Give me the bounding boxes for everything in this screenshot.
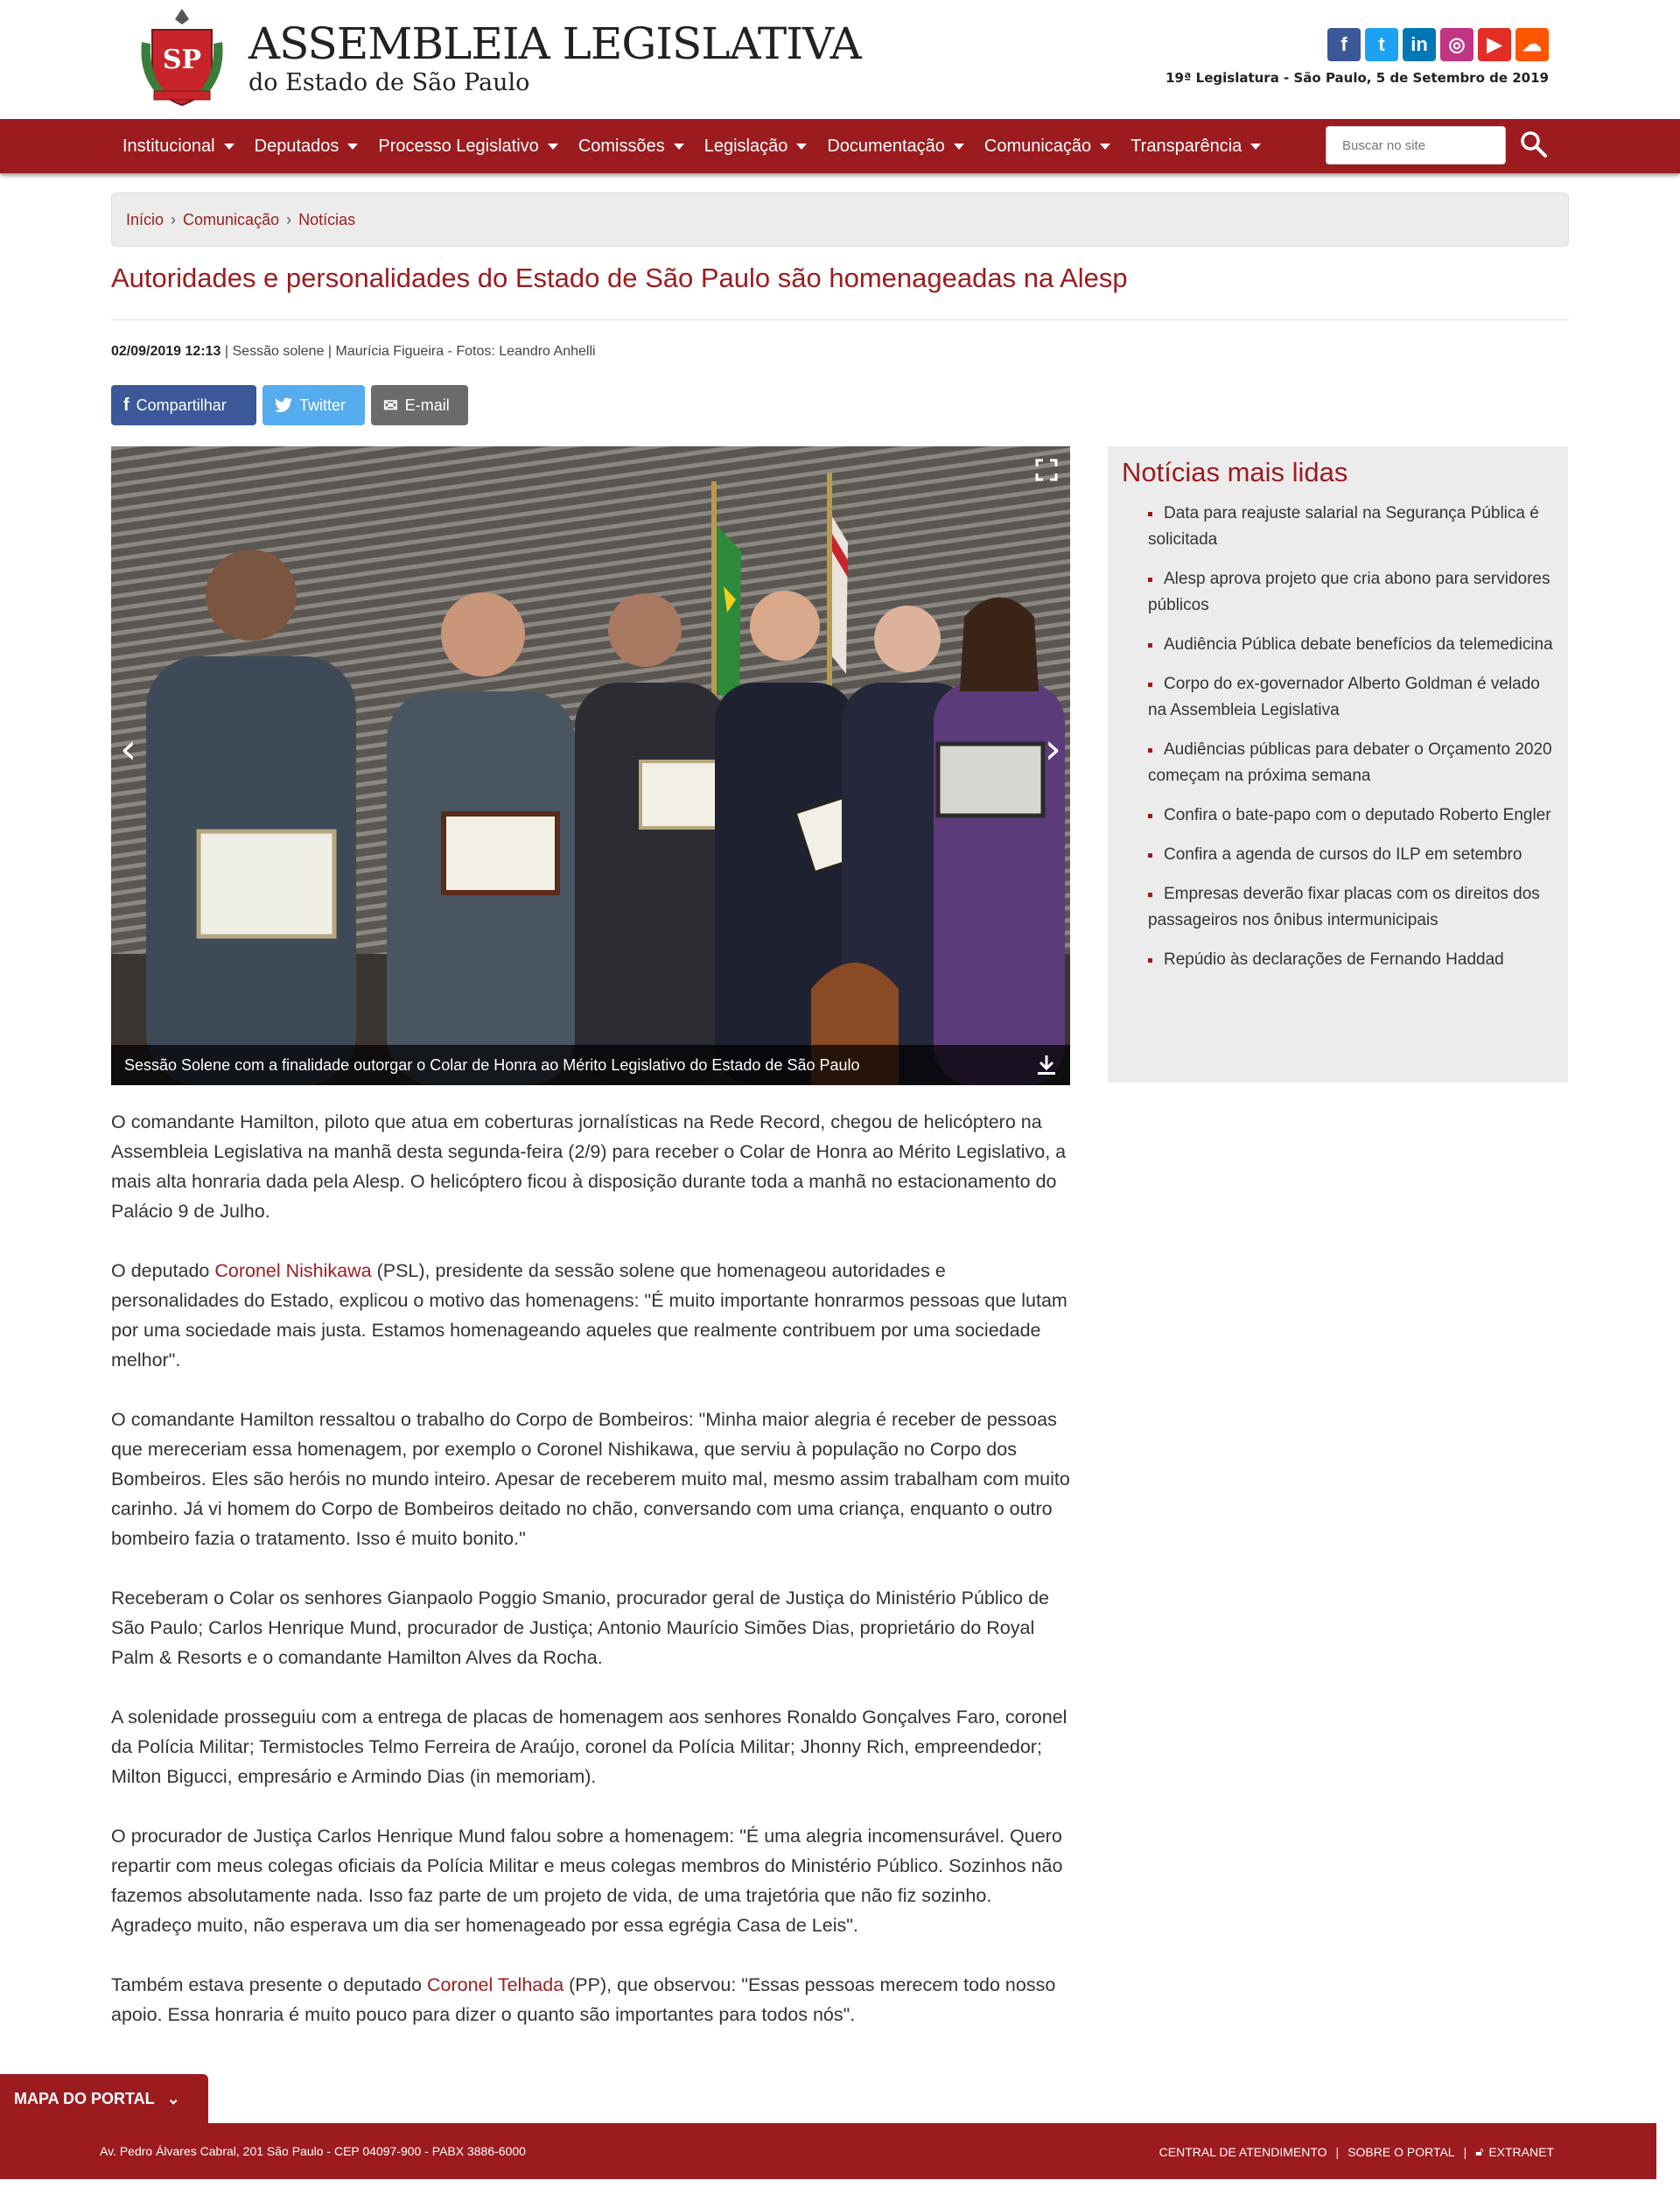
paragraph-text: O comandante Hamilton ressaltou o trabalho do Corpo de Bombeiros: "Minha maior alegria é receber de pessoas que mereceriam essa homenagem, por exemplo o Coronel Nishikawa, que serviu à população no Corpo dos Bombeiros. Eles são heróis no mundo inteiro. Apesar de receberem muito mal, mesmo assim trabalham com muito carinho. Já vi homem do Corpo de Bombeiros deitado no chão, conversando com uma criança, enquanto o outro bombeiro fazia o tratamento. Isso é muito bonito." (111, 1409, 1070, 1549)
nav-item-comissoes[interactable] (578, 137, 684, 157)
article-paragraph (111, 1702, 1074, 1791)
share-email-button[interactable] (371, 385, 468, 425)
nav-item-transparencia[interactable] (1130, 137, 1261, 157)
most-read-item[interactable] (1122, 671, 1554, 724)
paragraph-text: (PSL), presidente da sessão solene que homenageou autoridades e personalidades do Estado, explicou o motivo das homenagens: "É muito importante honrarmos pessoas que lutam por uma sociedade mais justa. Estamos homenageando aqueles que realmente contribuem por uma sociedade melhor". (111, 1260, 1068, 1370)
most-read-title: Notícias mais lidas (1122, 457, 1348, 487)
breadcrumb-separator: › (286, 210, 292, 228)
most-read-item-label: Confira o bate-papo com o deputado Roberto Engler (1164, 806, 1551, 824)
deputy-link[interactable]: Coronel Nishikawa (214, 1260, 372, 1281)
most-read-item[interactable] (1122, 842, 1554, 868)
breadcrumb-home[interactable]: Início (126, 210, 164, 228)
caret-down-icon (347, 144, 358, 150)
youtube-icon[interactable]: ▶ (1478, 28, 1511, 61)
instagram-icon[interactable]: ◎ (1440, 28, 1474, 61)
photo-caption-text: Sessão Solene com a finalidade outorgar o Colar de Honra ao Mérito Legislativo do Estado de São Paulo (124, 1055, 860, 1074)
bullet-icon (1148, 814, 1152, 818)
paragraph-text: Também estava presente o deputado (111, 1974, 427, 1995)
paragraph-text: O deputado (111, 1260, 215, 1281)
article-meta (111, 344, 596, 360)
footer-link-central[interactable]: CENTRAL DE ATENDIMENTO (1158, 2144, 1327, 2159)
facebook-icon[interactable]: f (1327, 28, 1361, 61)
coat-of-arms-logo (135, 7, 229, 110)
most-read-item-label: Confira a agenda de cursos do ILP em setembro (1164, 845, 1522, 864)
photo-caption (111, 1045, 1070, 1085)
title-divider (111, 319, 1569, 320)
nav-item-label: Processo Legislativo (378, 136, 539, 156)
site-title: ASSEMBLEIA LEGISLATIVA (248, 18, 861, 69)
caret-down-icon (224, 144, 234, 150)
bullet-icon (1148, 893, 1152, 897)
twitter-bird-icon (275, 397, 292, 413)
most-read-item[interactable] (1122, 566, 1554, 619)
nav-item-documentacao[interactable] (827, 137, 964, 157)
most-read-item-label: Repúdio às declarações de Fernando Haddad (1164, 950, 1504, 969)
nav-item-legislacao[interactable] (704, 137, 808, 157)
most-read-item[interactable] (1122, 803, 1554, 829)
expand-fullscreen-icon[interactable] (1035, 459, 1058, 481)
most-read-list (1122, 501, 1554, 973)
search-input[interactable] (1326, 126, 1506, 165)
paragraph-text: A solenidade prosseguiu com a entrega de placas de homenagem aos senhores Ronaldo Gonçalves Faro, coronel da Polícia Militar; Termistocles Telmo Ferreira de Araújo, coronel da Polícia Militar; Jhonny Rich, empreendedor; Milton Bigucci, empresário e Armindo Dias (in memoriam). (111, 1707, 1068, 1787)
caret-down-icon (1250, 144, 1261, 150)
most-read-item[interactable] (1122, 881, 1554, 934)
nav-item-label: Deputados (254, 136, 340, 156)
bullet-icon (1148, 853, 1152, 858)
nav-item-label: Comissões (578, 136, 665, 156)
paragraph-text: (PP), que observou: "Essas pessoas merecem todo nosso apoio. Essa honraria é muito pouco para dizer o quanto são importantes para todos nós". (111, 1974, 1056, 2025)
bullet-icon (1148, 512, 1152, 516)
twitter-icon[interactable]: t (1365, 28, 1398, 61)
search-icon[interactable] (1519, 130, 1549, 159)
nav-item-label: Comunicação (984, 136, 1092, 156)
breadcrumb (111, 193, 1569, 247)
envelope-icon: ✉ (383, 396, 398, 416)
article-paragraph (111, 1821, 1074, 1940)
nav-item-label: Documentação (827, 136, 945, 156)
article-paragraph (111, 1583, 1074, 1672)
most-read-sidebar (1108, 446, 1568, 1083)
caret-down-icon (796, 144, 807, 150)
article-body (111, 1107, 1074, 2059)
linkedin-icon[interactable]: in (1403, 28, 1436, 61)
most-read-item-label: Audiências públicas para debater o Orçamento 2020 começam na próxima semana (1148, 740, 1552, 785)
svg-text:SP: SP (162, 45, 202, 75)
carousel-prev-icon[interactable]: ‹ (120, 725, 137, 774)
site-map-label: MAPA DO PORTAL (14, 2089, 155, 2107)
most-read-item-label: Data para reajuste salarial na Segurança Pública é solicitada (1148, 504, 1539, 549)
nav-item-comunicacao[interactable] (984, 137, 1110, 157)
breadcrumb-noticias[interactable]: Notícias (298, 210, 356, 228)
most-read-item[interactable] (1122, 947, 1554, 973)
share-buttons (111, 385, 468, 425)
page-title: Autoridades e personalidades do Estado de São Paulo são homenageadas na Alesp (111, 263, 1128, 293)
most-read-item-label: Alesp aprova projeto que cria abono para servidores públicos (1148, 570, 1550, 614)
share-twitter-button[interactable] (262, 385, 365, 425)
site-subtitle: do Estado de São Paulo (248, 68, 530, 96)
article-paragraph (111, 1405, 1074, 1553)
site-header (0, 0, 1680, 119)
paragraph-text: O comandante Hamilton, piloto que atua em coberturas jornalísticas na Rede Record, chegou de helicóptero na Assembleia Legislativa na manhã desta segunda-feira (2/9) para receber o Colar de Honra ao Mérito Legislativo, a mais alta honraria dada pela Alesp. O helicóptero ficou à disposição durante toda a manhã no estacionamento do Palácio 9 de Julho. (111, 1111, 1067, 1222)
caret-down-icon (1100, 144, 1110, 150)
soundcloud-icon[interactable]: ☁ (1516, 28, 1549, 61)
footer-separator: | (1463, 2144, 1467, 2159)
most-read-item[interactable] (1122, 737, 1554, 789)
bullet-icon (1148, 643, 1152, 648)
share-facebook-button[interactable] (111, 385, 256, 425)
paragraph-text: Receberam o Colar os senhores Gianpaolo Poggio Smanio, procurador geral de Justiça do Ministério Público de São Paulo; Carlos Henrique Mund, procurador de Justiça; Antonio Maurício Simões Dias, proprietário do Royal Palm & Resorts e o comandante Hamilton Alves da Rocha. (111, 1588, 1050, 1668)
article-photo-carousel[interactable] (111, 446, 1070, 1085)
footer-links (1159, 2144, 1554, 2159)
footer-link-sobre[interactable]: SOBRE O PORTAL (1348, 2144, 1455, 2159)
article-paragraph (111, 1970, 1074, 2029)
caret-down-icon (674, 144, 684, 150)
nav-item-institucional[interactable] (122, 137, 234, 157)
paragraph-text: O procurador de Justiça Carlos Henrique Mund falou sobre a homenagem: "É uma alegria incomensurável. Quero repartir com meus colegas oficiais da Polícia Militar e meus colegas membros do Ministério Público. Sozinhos não fazemos absolutamente nada. Isso faz parte de um projeto de vida, de uma trajetória que não fiz sozinho. Agradeço muito, não esperava um dia ser homenageado por essa egrégia Casa de Leis". (111, 1826, 1063, 1936)
chevron-down-icon: ⌄ (166, 2089, 180, 2107)
footer-link-extranet[interactable]: EXTRANET (1488, 2144, 1554, 2159)
social-links (1327, 28, 1549, 61)
facebook-icon: f (123, 395, 130, 415)
bullet-icon (1148, 958, 1152, 963)
article-paragraph (111, 1256, 1074, 1375)
nav-item-label: Institucional (122, 136, 215, 156)
nav-item-label: Transparência (1130, 136, 1242, 156)
most-read-item-label: Empresas deverão fixar placas com os direitos dos passageiros nos ônibus intermunicipais (1148, 885, 1540, 929)
article-meta-details: | Sessão solene | Maurícia Figueira - Fotos: Leandro Anhelli (220, 344, 596, 359)
lock-icon: 🔓︎ (1475, 2144, 1484, 2158)
footer-separator: | (1335, 2144, 1340, 2159)
legislature-info: 19ª Legislatura - São Paulo, 5 de Setembro de 2019 (1166, 70, 1549, 86)
share-twitter-label: Twitter (299, 396, 346, 414)
caret-down-icon (954, 144, 964, 150)
bullet-icon (1148, 748, 1152, 753)
most-read-item-label: Audiência Pública debate benefícios da telemedicina (1164, 635, 1553, 654)
caret-down-icon (548, 144, 558, 150)
breadcrumb-comunicacao[interactable]: Comunicação (183, 210, 280, 228)
bullet-icon (1148, 683, 1152, 687)
most-read-item[interactable] (1122, 501, 1554, 553)
footer-address: Av. Pedro Álvares Cabral, 201 São Paulo - CEP 04097-900 - PABX 3886-6000 (100, 2144, 526, 2158)
site-logo[interactable] (135, 7, 861, 110)
deputy-link[interactable]: Coronel Telhada (426, 1974, 564, 1995)
breadcrumb-separator: › (171, 210, 177, 228)
site-footer (0, 2123, 1656, 2179)
nav-item-processo-legislativo[interactable] (378, 137, 557, 157)
most-read-item[interactable] (1122, 632, 1554, 658)
share-facebook-label: Compartilhar (136, 396, 227, 414)
download-icon[interactable] (1035, 1054, 1058, 1076)
carousel-next-icon[interactable]: › (1044, 725, 1061, 774)
ceremony-photo (111, 446, 1070, 1085)
article-paragraph (111, 1107, 1074, 1226)
nav-item-label: Legislação (704, 136, 788, 156)
bullet-icon (1148, 578, 1152, 582)
most-read-item-label: Corpo do ex-governador Alberto Goldman é velado na Assembleia Legislativa (1148, 675, 1540, 719)
nav-item-deputados[interactable] (255, 137, 359, 157)
site-map-toggle[interactable] (0, 2074, 208, 2123)
article-datetime: 02/09/2019 12:13 (111, 344, 221, 359)
share-email-label: E-mail (404, 396, 450, 414)
